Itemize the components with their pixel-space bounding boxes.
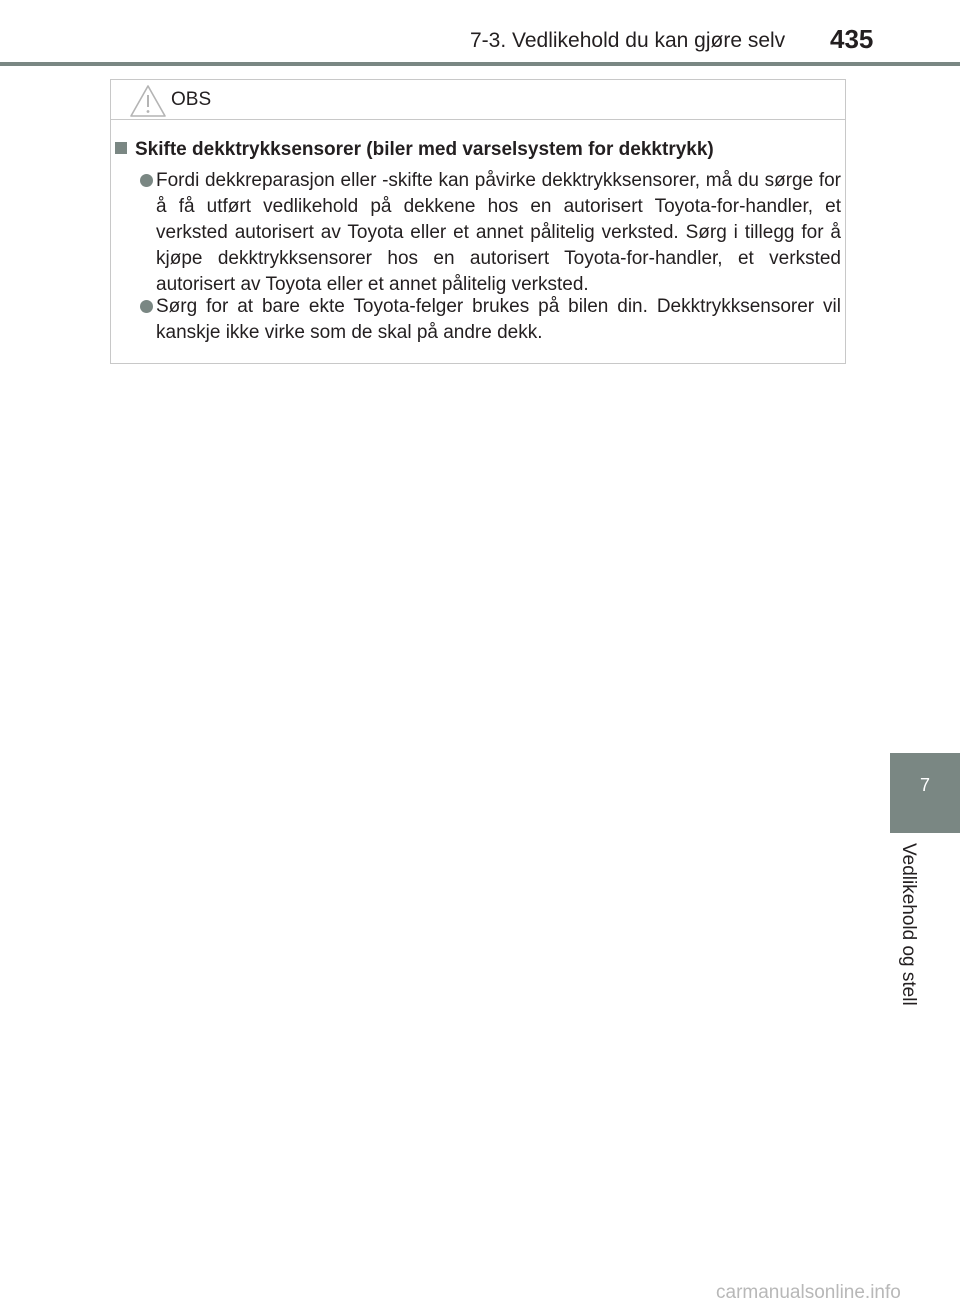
caution-label: OBS	[171, 89, 212, 110]
warning-triangle-icon	[129, 84, 167, 118]
chapter-title-text: Vedlikehold og stell	[898, 843, 919, 1006]
chapter-tab	[890, 753, 960, 833]
caution-heading-text: Skifte dekktrykksensorer (biler med varselsystem for dekktrykk)	[135, 139, 714, 160]
list-item	[137, 168, 841, 298]
caution-box	[110, 79, 846, 364]
list-item-text: Sørg for at bare ekte Toyota-felger brukes på bilen din. Dekktrykksensorer vil kanskje ikke virke som de skal på andre dekk.	[156, 296, 841, 343]
caution-header	[111, 80, 845, 120]
page-number: 435	[830, 24, 874, 54]
caution-heading	[115, 138, 835, 162]
list-item-text: Fordi dekkreparasjon eller -skifte kan påvirke dekktrykksensorer, må du sørge for å få utført vedlikehold på dekkene hos en autorisert Toyota-for-handler, et verksted autorisert av Toyota eller et annet pålitelig verksted. Sørg i tillegg for å kjøpe dekktrykksensorer hos en autorisert Toyota-for-handler, et verksted autorisert av Toyota eller et annet pålitelig verksted.	[156, 170, 841, 295]
list-item	[137, 294, 841, 346]
chapter-title	[896, 843, 920, 1023]
bullet-dot-icon	[140, 300, 153, 313]
bullet-dot-icon	[140, 174, 153, 187]
header-divider	[0, 62, 960, 66]
square-bullet-icon	[115, 142, 127, 154]
chapter-number: 7	[919, 775, 930, 795]
watermark: carmanualsonline.info	[716, 1282, 901, 1303]
page-section-title: 7-3. Vedlikehold du kan gjøre selv	[470, 29, 786, 52]
